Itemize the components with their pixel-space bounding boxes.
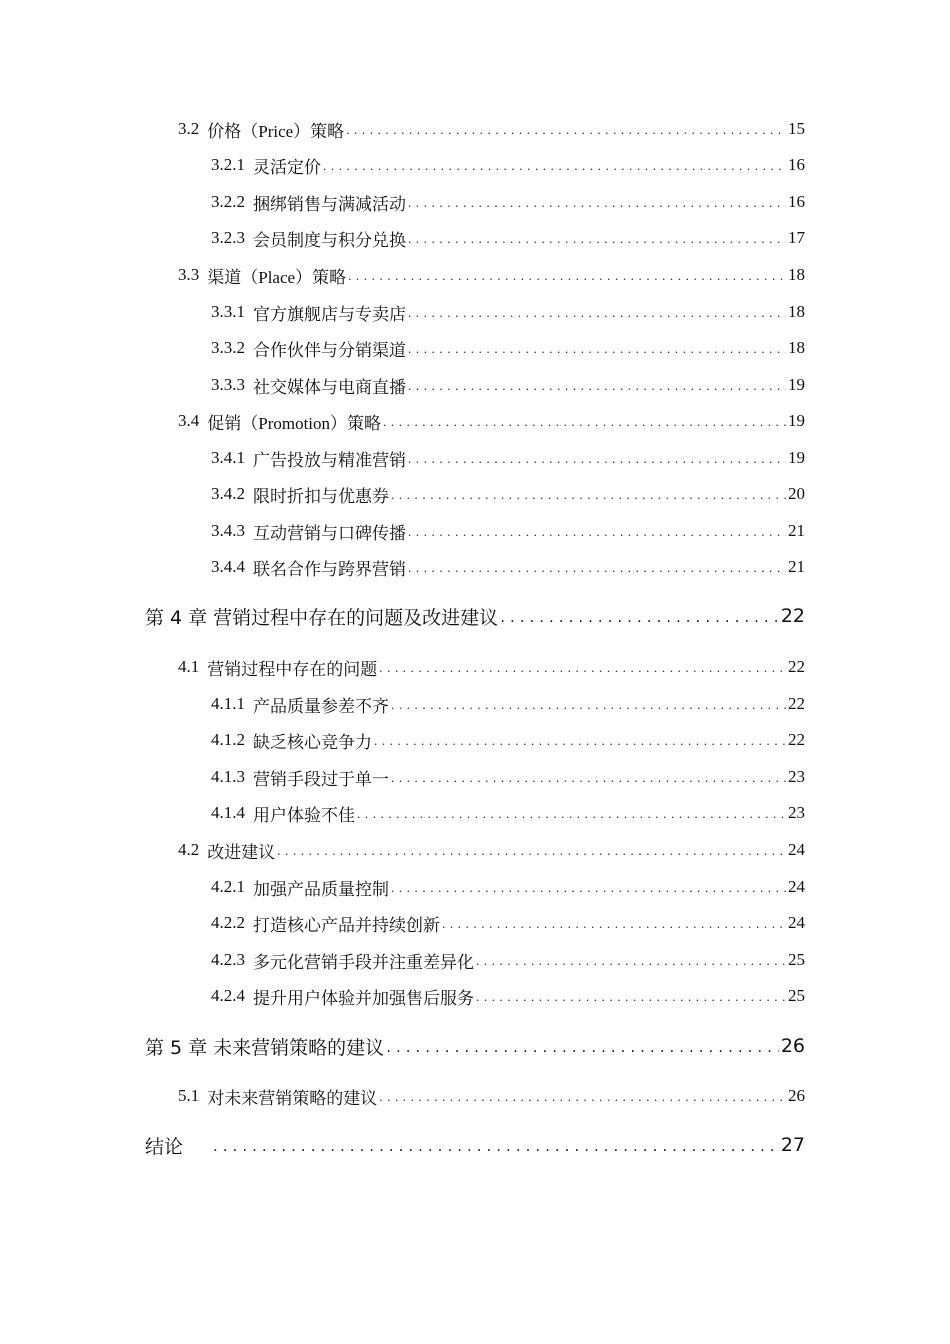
toc-dot-leader (408, 561, 786, 580)
toc-dot-leader (277, 844, 786, 863)
toc-entry-page: 17 (788, 228, 805, 247)
toc-entry-page: 22 (780, 605, 805, 627)
toc-entry-title: 多元化营销手段并注重差异化 (253, 952, 474, 972)
toc-entry[interactable] (211, 764, 805, 790)
toc-chapter-entry[interactable] (145, 603, 805, 629)
toc-dot-leader (442, 917, 786, 936)
toc-entry-title: 合作伙伴与分销渠道 (253, 340, 406, 360)
toc-entry-number: 4.1.1 (211, 694, 245, 713)
toc-entry-title: 营销过程中存在的问题及改进建议 (213, 606, 499, 629)
toc-entry-title: 渠道（Place）策略 (207, 267, 347, 287)
toc-dot-leader (408, 306, 786, 325)
toc-entry-page: 26 (788, 1086, 805, 1105)
toc-entry-title: 对未来营销策略的建议 (207, 1088, 378, 1108)
toc-entry-title: 价格（Price）策略 (207, 121, 345, 141)
toc-entry-number: 3.2.1 (211, 155, 245, 174)
toc-entry-number: 4.2.4 (211, 986, 245, 1005)
toc-entry[interactable] (211, 481, 805, 507)
toc-entry-number: 3.4 (178, 411, 200, 430)
toc-entry[interactable] (211, 225, 805, 251)
toc-entry-number: 4.2 (178, 840, 200, 859)
toc-entry-title: 会员制度与积分兑换 (253, 230, 406, 250)
toc-entry-title: 捆绑销售与满减活动 (253, 194, 406, 214)
toc-entry-page: 22 (788, 730, 805, 749)
toc-entry-page: 20 (788, 484, 805, 503)
toc-entry[interactable] (211, 518, 805, 544)
toc-entry[interactable] (178, 837, 805, 863)
toc-dot-leader (476, 990, 786, 1009)
toc-dot-leader (476, 954, 786, 973)
toc-entry[interactable] (178, 1083, 805, 1109)
toc-chapter-entry[interactable] (145, 1033, 805, 1059)
toc-entry-number: 3.3.3 (211, 375, 245, 394)
toc-dot-leader (408, 232, 786, 251)
toc-entry-page: 19 (788, 448, 805, 467)
toc-entry[interactable] (211, 554, 805, 580)
toc-entry-number: 4.2.3 (211, 950, 245, 969)
toc-dot-leader (346, 123, 786, 142)
toc-dot-leader (391, 881, 786, 900)
toc-entry-title: 广告投放与精准营销 (253, 450, 406, 470)
toc-entry[interactable] (178, 116, 805, 142)
toc-dot-leader (374, 734, 786, 753)
toc-entry-title: 社交媒体与电商直播 (253, 377, 406, 397)
toc-entry-page: 22 (788, 694, 805, 713)
toc-entry-number: 3.3.2 (211, 338, 245, 357)
toc-entry[interactable] (211, 299, 805, 325)
toc-entry-number: 3.2 (178, 119, 200, 138)
toc-entry-page: 16 (788, 192, 805, 211)
toc-entry[interactable] (211, 874, 805, 900)
toc-entry-page: 26 (780, 1035, 805, 1057)
toc-entry-page: 18 (788, 265, 805, 284)
toc-entry-title: 改进建议 (207, 842, 276, 862)
toc-entry-number: 3.4.2 (211, 484, 245, 503)
toc-dot-leader (408, 379, 786, 398)
toc-entry[interactable] (178, 262, 805, 288)
toc-dot-leader (391, 488, 786, 507)
toc-dot-leader (383, 415, 786, 434)
toc-entry-number: 4.1.3 (211, 767, 245, 786)
toc-entry-title: 用户体验不佳 (253, 805, 355, 825)
toc-dot-leader (379, 661, 786, 680)
toc-entry[interactable] (211, 189, 805, 215)
toc-entry-number: 4.1 (178, 657, 200, 676)
toc-entry-number: 第 5 章 (145, 1036, 208, 1059)
toc-dot-leader (408, 452, 786, 471)
toc-entry-title: 打造核心产品并持续创新 (253, 915, 440, 935)
toc-dot-leader (348, 269, 786, 288)
toc-entry-page: 23 (788, 803, 805, 822)
toc-entry-page: 27 (780, 1134, 805, 1156)
toc-entry-title: 营销手段过于单一 (253, 769, 389, 789)
toc-dot-leader (213, 1139, 779, 1158)
toc-entry-page: 24 (788, 840, 805, 859)
toc-dot-leader (386, 1040, 779, 1059)
toc-entry-title: 官方旗舰店与专卖店 (253, 304, 406, 324)
toc-entry-number: 3.2.3 (211, 228, 245, 247)
toc-entry-title: 缺乏核心竞争力 (253, 732, 372, 752)
toc-entry-page: 24 (788, 877, 805, 896)
toc-entry-number: 3.2.2 (211, 192, 245, 211)
toc-entry[interactable] (211, 727, 805, 753)
toc-dot-leader (379, 1090, 786, 1109)
toc-entry[interactable] (211, 983, 805, 1009)
toc-entry[interactable] (211, 947, 805, 973)
toc-entry-number: 3.3.1 (211, 302, 245, 321)
toc-entry-number: 4.1.2 (211, 730, 245, 749)
toc-entry-page: 25 (788, 986, 805, 1005)
toc-chapter-entry[interactable] (145, 1132, 805, 1158)
toc-entry-title: 加强产品质量控制 (253, 879, 389, 899)
toc-entry-number: 5.1 (178, 1086, 200, 1105)
toc-entry-number: 第 4 章 (145, 606, 208, 629)
toc-entry[interactable] (211, 691, 805, 717)
toc-entry-title: 联名合作与跨界营销 (253, 559, 406, 579)
toc-entry-title: 互动营销与口碑传播 (253, 523, 406, 543)
toc-dot-leader (323, 159, 786, 178)
toc-entry-title: 未来营销策略的建议 (213, 1036, 385, 1059)
toc-entry-number: 4.2.1 (211, 877, 245, 896)
toc-entry[interactable] (211, 910, 805, 936)
toc-entry-title: 产品质量参差不齐 (253, 696, 389, 716)
toc-entry-page: 21 (788, 521, 805, 540)
toc-entry-page: 18 (788, 338, 805, 357)
toc-dot-leader (357, 807, 786, 826)
toc-dot-leader (391, 698, 786, 717)
toc-dot-leader (391, 771, 786, 790)
toc-entry-page: 22 (788, 657, 805, 676)
toc-entry-page: 21 (788, 557, 805, 576)
toc-entry-title: 灵活定价 (253, 157, 321, 177)
toc-entry[interactable] (178, 654, 805, 680)
toc-dot-leader (408, 196, 786, 215)
toc-entry[interactable] (178, 408, 805, 434)
toc-dot-leader (408, 525, 786, 544)
toc-entry-number: 3.4.4 (211, 557, 245, 576)
toc-entry-page: 19 (788, 411, 805, 430)
toc-entry-number: 3.4.3 (211, 521, 245, 540)
toc-entry-number: 4.1.4 (211, 803, 245, 822)
toc-entry-title: 促销（Promotion）策略 (207, 413, 382, 433)
toc-entry-number: 4.2.2 (211, 913, 245, 932)
toc-dot-leader (408, 342, 786, 361)
toc-entry-number: 3.3 (178, 265, 200, 284)
toc-entry-title: 结论 (145, 1135, 184, 1158)
toc-entry-number: 3.4.1 (211, 448, 245, 467)
toc-entry[interactable] (211, 445, 805, 471)
toc-entry[interactable] (211, 152, 805, 178)
toc-entry-title: 营销过程中存在的问题 (207, 659, 378, 679)
toc-entry[interactable] (211, 372, 805, 398)
toc-entry-page: 18 (788, 302, 805, 321)
toc-entry[interactable] (211, 800, 805, 826)
toc-entry-title: 提升用户体验并加强售后服务 (253, 988, 474, 1008)
toc-entry-page: 15 (788, 119, 805, 138)
toc-dot-leader (500, 610, 779, 629)
toc-entry[interactable] (211, 335, 805, 361)
toc-entry-page: 19 (788, 375, 805, 394)
toc-entry-page: 16 (788, 155, 805, 174)
toc-entry-page: 23 (788, 767, 805, 786)
toc-entry-title: 限时折扣与优惠券 (253, 486, 389, 506)
toc-entry-page: 25 (788, 950, 805, 969)
toc-entry-page: 24 (788, 913, 805, 932)
